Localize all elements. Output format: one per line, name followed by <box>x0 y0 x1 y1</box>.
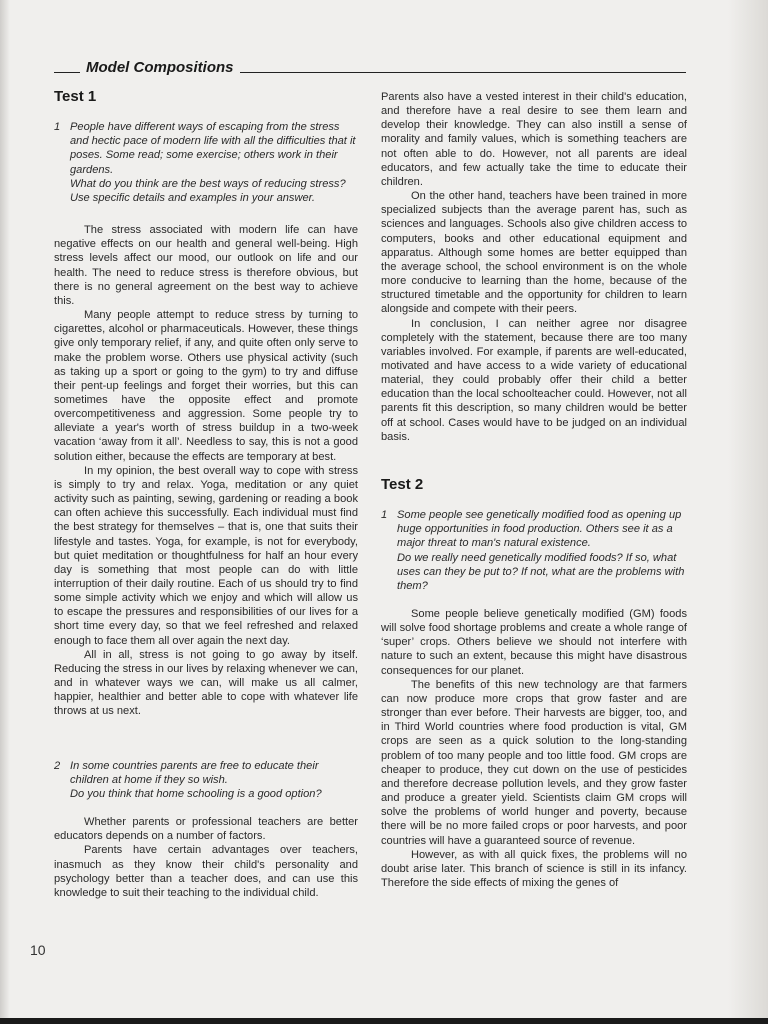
header-tail-rule <box>240 72 687 73</box>
answer-paragraph: On the other hand, teachers have been trained in more specialized subjects than the average parent has, such as sciences and languages. Schools also give children access to computers, books and other educational equipment and apparatus. Although some homes are better equipped than the average school, the school environment is on the whole more conducive to learning than the home, because of the structured timetable and the opportunity for children to learn alongside and compete with their peers. <box>381 190 687 316</box>
answer-paragraph: Parents also have a vested interest in their child's education, and therefore have a real desire to see them learn and develop their knowledge. They can also instill a sense of morality and family values, which is something teachers are not often able to do. However, not all parents are ideal educators, and few actually take the time to educate their children. <box>381 91 687 188</box>
answer-paragraph: Many people attempt to reduce stress by turning to cigarettes, alcohol or pharmaceuticals. However, these things give only temporary relief, if any, and quite often only serve to make the problem worse. Others use physical activity (such as taking up a sport or going to the gym) to try and diffuse their pent-up feelings and forget their worries, but this can sometimes have the opposite effect and promote overcompetitiveness and aggression. Some people try to alleviate a year's worth of stress buildup in a two-week vacation ‘away from it all’. Needless to say, this is not a good solution either, because the effects are temporary at best. <box>54 309 358 463</box>
left-column <box>54 90 358 900</box>
test1-q2-answer-continued <box>381 90 687 444</box>
question-number: 2 <box>54 759 61 772</box>
question-number: 1 <box>54 121 61 134</box>
test2-q1-prompt <box>381 508 687 593</box>
test1-q1-prompt <box>54 120 358 205</box>
prompt-line: In some countries parents are free to educate their children at home if they so wish. <box>70 759 319 786</box>
test2-heading: Test 2 <box>381 475 424 493</box>
test1-heading: Test 1 <box>54 88 97 105</box>
answer-paragraph: Some people believe genetically modified (GM) foods will solve food shortage problems and create a whole range of ‘super’ crops. Others believe we should not interfere with nature to such an extent, because this might have disastrous consequences for our planet. <box>381 608 687 677</box>
header-title: Model Compositions <box>86 59 234 76</box>
prompt-line: What do you think are the best ways of reducing stress? Use specific details and examples in your answer. <box>70 177 346 204</box>
prompt-line: Some people see genetically modified food as opening up huge opportunities in food production. Others see it as a major threat to man's natural existence. <box>397 509 682 550</box>
prompt-line: Do you think that home schooling is a good option? <box>70 787 322 800</box>
page-number: 10 <box>30 942 46 958</box>
page-edge-shadow <box>0 0 10 1024</box>
answer-paragraph: All in all, stress is not going to go away by itself. Reducing the stress in our lives by relaxing whenever we can, and in whatever ways we can, will make us all calmer, happier, healthier and better able to cope with whatever life throws at us next. <box>54 648 358 718</box>
test2-q1-answer <box>381 607 687 890</box>
prompt-line: Do we really need genetically modified foods? If so, what uses can they be put to? If not, what are the problems with them? <box>397 551 685 592</box>
scan-bottom-edge <box>0 1018 768 1024</box>
prompt-line: People have different ways of escaping from the stress and hectic pace of modern life with all the difficulties that it poses. Some read; some exercise; others work in their gardens. <box>70 121 356 176</box>
answer-paragraph: In conclusion, I can neither agree nor disagree completely with the statement, because there are too many variables involved. For example, if parents are well-educated, motivated and have access to a wide variety of educational material, they could probably offer their child a better education than the local schoolteacher could. However, not all parents fit this description, so many children would be better off at school. Cases would have to be judged on an individual basis. <box>381 317 687 443</box>
question-text <box>397 508 687 593</box>
right-column <box>381 90 687 890</box>
answer-paragraph: Whether parents or professional teachers are better educators depends on a number of factors. <box>54 816 358 843</box>
page-right-shade <box>728 0 768 1024</box>
answer-paragraph: The benefits of this new technology are that farmers can now produce more crops that grow faster and are stronger than ever before. Their harvests are bigger, too, and in Third World countries where food production is vital, GM crops are seen as a quick solution to the long-standing problem of too many people and too little food. GM crops are cheaper to produce, they cut down on the use of pesticides and therefore decrease pollution levels, and they grow faster and produce a greater yield. Scientists claim GM crops will solve the problems of world hunger and poverty, because there will be no more failed crops or poor harvests, and poor countries will have a guaranteed source of revenue. <box>381 678 687 847</box>
answer-paragraph: In my opinion, the best overall way to cope with stress is simply to try and relax. Yoga, meditation or any quiet activity such as painting, sewing, gardening or reading a book can often achieve this successfully. Each individual must find the best strategy for themselves – that is, one that suits their lifestyle and tastes. Yoga, for example, is not for everybody, but quiet meditation or thoughtfulness for half an hour every day is something that most people can do with little interruption of their daily routine. Each of us should try to find some simple activity which we enjoy and which will allow us to escape the pressures and responsibilities of our lives for a short time every day, so that we feel refreshed and relaxed enough to face them all over again the next day. <box>54 464 358 647</box>
answer-paragraph: Parents have certain advantages over teachers, inasmuch as they know their child's personality and psychology better than a teacher does, and can use this knowledge to suit their teaching to the individual child. <box>54 844 358 899</box>
question-text <box>70 120 358 205</box>
test1-q1-answer <box>54 223 358 718</box>
answer-paragraph: However, as with all quick fixes, the problems will no doubt arise later. This branch of science is still in its infancy. Therefore the side effects of mixing the genes of <box>381 848 687 889</box>
question-text <box>70 759 358 801</box>
test1-q2-prompt <box>54 759 358 801</box>
test1-q2-answer-start <box>54 815 358 900</box>
running-header <box>54 54 686 76</box>
header-lead-rule <box>54 72 80 73</box>
question-number: 1 <box>381 509 388 522</box>
answer-paragraph: The stress associated with modern life can have negative effects on our health and general well-being. High stress levels affect our mood, our outlook on life and our health. The need to reduce stress is therefore obvious, but there is no general agreement on the best way to achieve this. <box>54 224 358 307</box>
